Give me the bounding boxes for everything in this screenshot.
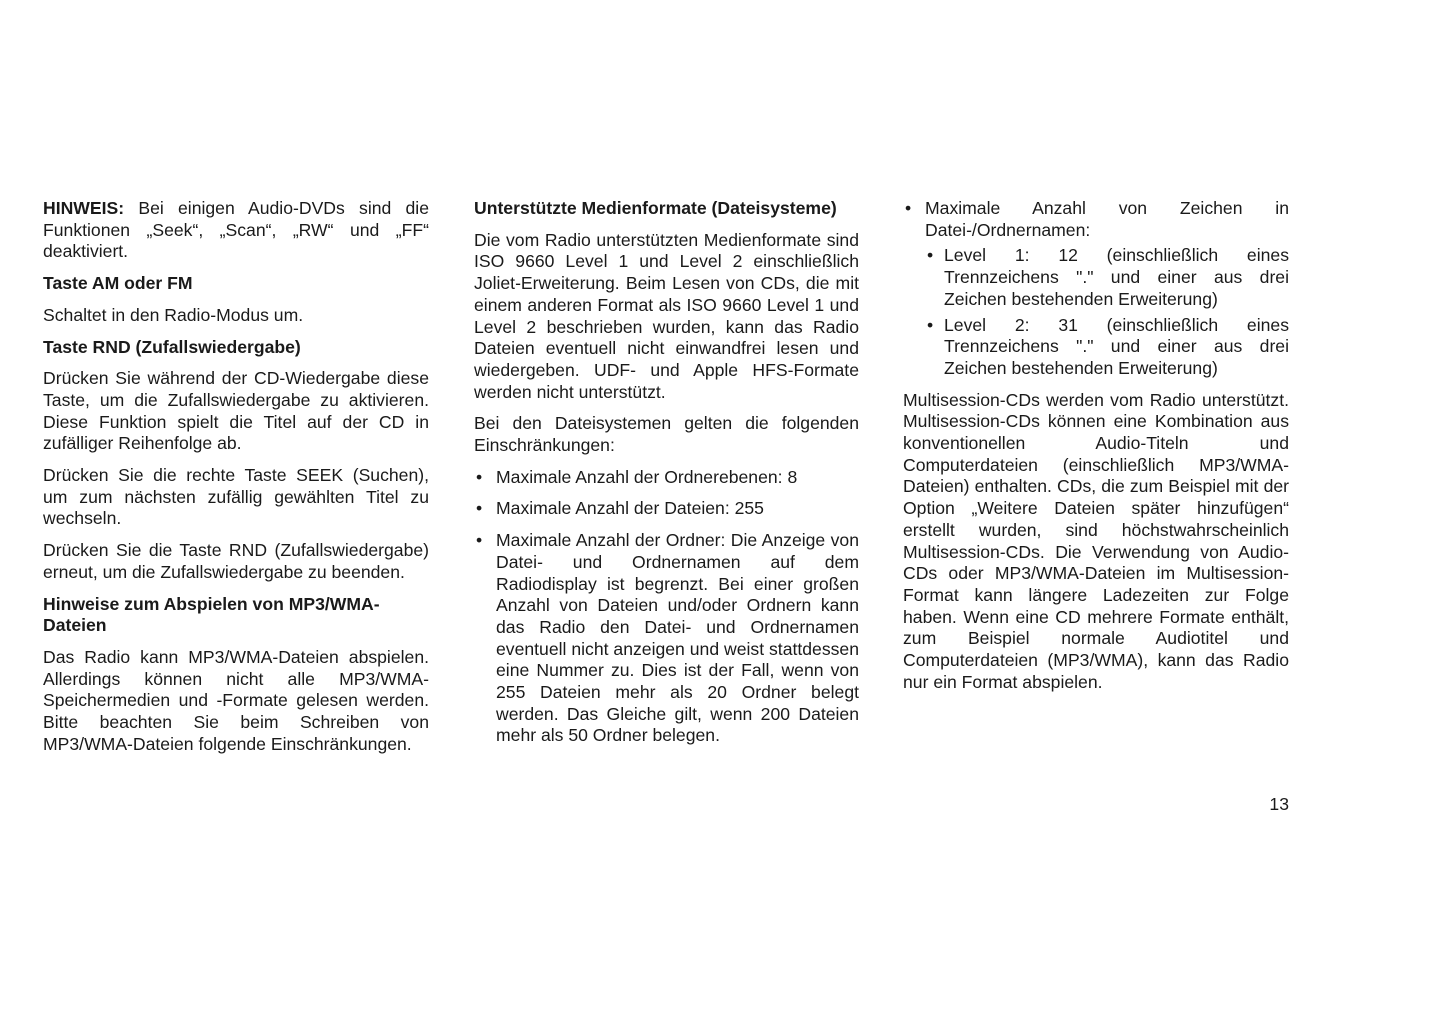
column-middle — [474, 198, 859, 757]
hinweis-label: HINWEIS: — [43, 198, 125, 218]
mp3-paragraph: Das Radio kann MP3/WMA-Dateien abspielen. Allerdings können nicht alle MP3/WMA-Speichermedien und -Formate gelesen werden. Bitte beachten Sie beim Schreiben von MP3/WMA-Dateien folgende Einschränkungen. — [43, 646, 429, 754]
rnd-paragraph-3: Drücken Sie die Taste RND (Zufallswiedergabe) erneut, um die Zufallswiedergabe zu beenden. — [43, 540, 429, 582]
rnd-heading: Taste RND (Zufallswiedergabe) — [43, 336, 301, 357]
list-item: • Maximale Anzahl der Ordnerebenen: 8 — [474, 467, 859, 489]
column-right — [903, 198, 1289, 703]
hinweis-text: Bei einigen Audio-DVDs sind die Funktionen „Seek“, „Scan“, „RW“ und „FF“ deaktiviert. — [43, 198, 430, 262]
am-fm-text: Schaltet in den Radio-Modus um. — [43, 304, 304, 325]
column-left — [43, 198, 429, 765]
list-item: • Level 1: 12 (einschließlich eines Trennzeichens "." und einer aus drei Zeichen bestehenden Erweiterung) — [925, 245, 1289, 310]
list-item: • Maximale Anzahl der Dateien: 255 — [474, 498, 859, 520]
am-fm-heading: Taste AM oder FM — [43, 273, 193, 294]
mp3-heading: Hinweise zum Abspielen von MP3/WMA-Dateien — [43, 593, 380, 636]
list-item — [903, 198, 1289, 380]
rnd-paragraph-1: Drücken Sie während der CD-Wiedergabe diese Taste, um die Zufallswiedergabe zu aktivieren. Diese Funktion spielt die Titel auf der CD in zufälliger Reihenfolge ab. — [43, 368, 429, 454]
multisession-paragraph: Multisession-CDs werden vom Radio unterstützt. Multisession-CDs können eine Kombination aus konventionellen Audio-Titeln und Computerdateien (einschließlich MP3/WMA-Dateien) enthalten. CDs, die zum Beispiel mit der Option „Weitere Dateien später hinzufügen“ erstellt wurden, sind höchstwahrscheinlich Multisession-CDs. Die Verwendung von Audio-CDs oder MP3/WMA-Dateien im Multisession-Format kann längere Ladezeiten zur Folge haben. Wenn eine CD mehrere Formate enthält, zum Beispiel normale Audiotitel und Computerdateien (MP3/WMA), kann das Radio nur ein Format abspielen. — [903, 389, 1289, 692]
char-limit-text: Maximale Anzahl von Zeichen in Datei-/Ordnernamen: — [925, 198, 1289, 240]
list-item: • Level 2: 31 (einschließlich eines Trennzeichens "." und einer aus drei Zeichen bestehenden Erweiterung) — [925, 315, 1289, 380]
hinweis-note — [43, 198, 429, 263]
level-list — [925, 245, 1289, 379]
formats-heading: Unterstützte Medienformate (Dateisysteme) — [474, 198, 837, 218]
formats-paragraph: Die vom Radio unterstützten Medienformate sind ISO 9660 Level 1 und Level 2 einschließlich Joliet-Erweiterung. Beim Lesen von CDs, die mit einem anderen Format als ISO 9660 Level 1 und Level 2 beschrieben wurden, kann das Radio Dateien eventuell nicht einwandfrei lesen und wiedergeben. UDF- und Apple HFS-Formate werden nicht unterstützt. — [474, 229, 859, 402]
restrictions-intro: Bei den Dateisystemen gelten die folgenden Einschränkungen: — [474, 413, 859, 456]
page-number: 13 — [1269, 794, 1289, 814]
list-item: • Maximale Anzahl der Ordner: Die Anzeige von Datei- und Ordnernamen auf dem Radiodisplay ist begrenzt. Bei einer großen Anzahl von Dateien und/oder Ordnern kann das Radio den Datei- und Ordnernamen eventuell nicht anzeigen und weist stattdessen eine Nummer zu. Dies ist der Fall, wenn von 255 Dateien mehr als 20 Ordner belegt werden. Das Gleiche gilt, wenn 200 Dateien mehr als 50 Ordner belegen. — [474, 530, 859, 747]
restrictions-list — [474, 467, 859, 747]
char-limit-list — [903, 198, 1289, 380]
rnd-paragraph-2: Drücken Sie die rechte Taste SEEK (Suchen), um zum nächsten zufällig gewählten Titel zu wechseln. — [43, 465, 429, 529]
